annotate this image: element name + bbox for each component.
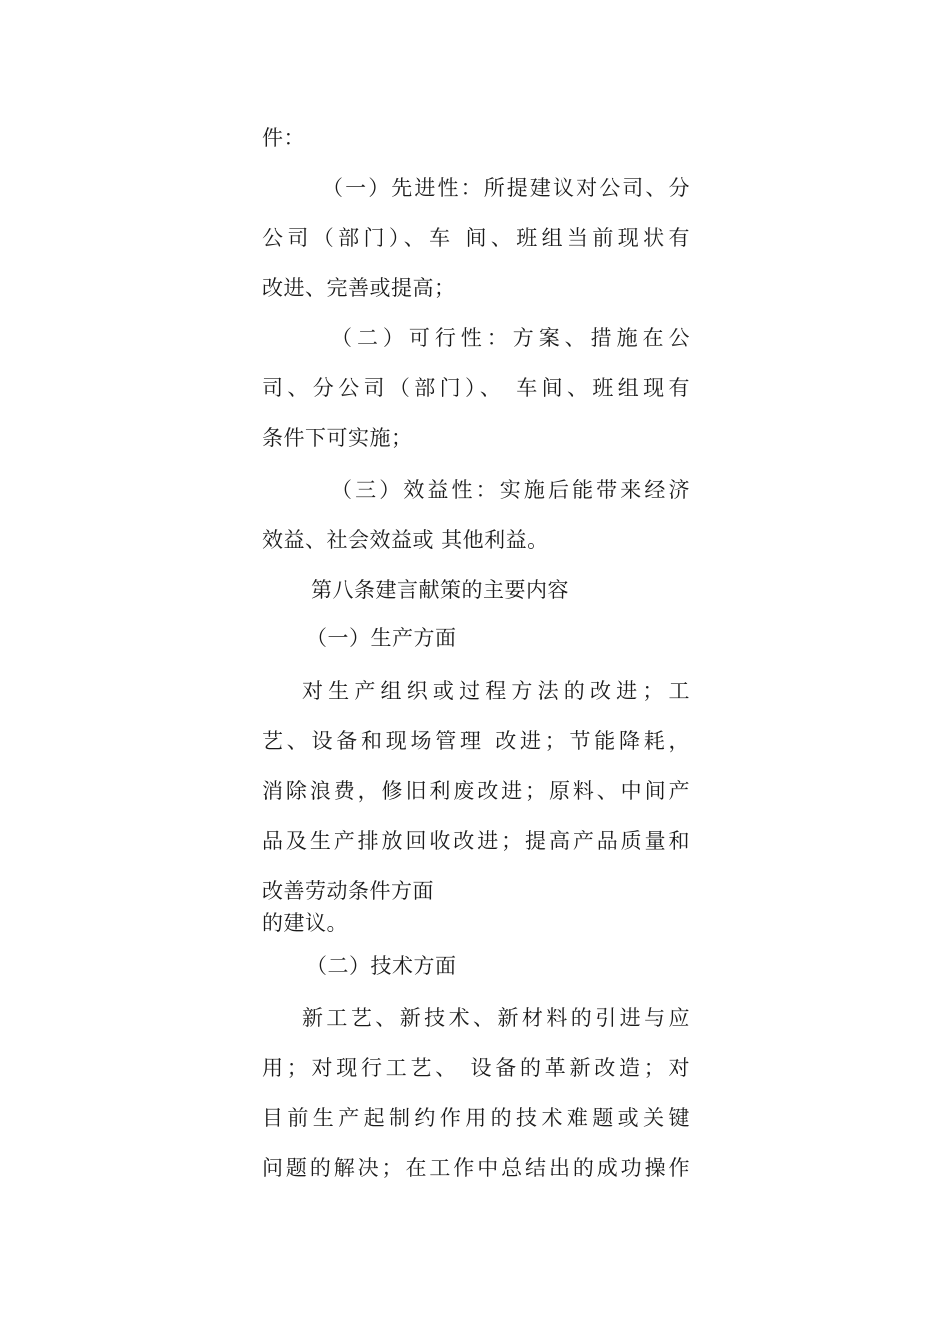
text-line: 条件下可实施； bbox=[262, 426, 413, 450]
text-line: 新工艺、新技术、新材料的引进与应 bbox=[302, 1006, 690, 1030]
section-heading: 第八条建言献策的主要内容 bbox=[311, 578, 569, 602]
subsection-heading: （一）生产方面 bbox=[306, 626, 457, 650]
text-line: 改善劳动条件方面 bbox=[262, 879, 434, 903]
text-line: 件： bbox=[262, 126, 305, 150]
text-line: （二）可行性：方案、措施在公 bbox=[331, 326, 690, 350]
text-line: 对生产组织或过程方法的改进；工 bbox=[302, 679, 690, 703]
text-line: 问题的解决；在工作中总结出的成功操作 bbox=[262, 1156, 690, 1180]
text-line: 的建议。 bbox=[262, 911, 348, 935]
text-line: 改进、完善或提高； bbox=[262, 276, 456, 300]
text-line: 用；对现行工艺、 设备的革新改造；对 bbox=[262, 1056, 690, 1080]
subsection-heading: （二）技术方面 bbox=[306, 954, 457, 978]
text-line: 品及生产排放回收改进；提高产品质量和 bbox=[262, 829, 690, 853]
text-line: 公司（部门）、车 间、班组当前现状有 bbox=[262, 226, 690, 250]
text-line: 司、分公司（部门）、 车间、班组现有 bbox=[262, 376, 690, 400]
text-line: 效益、社会效益或 其他利益。 bbox=[262, 528, 549, 552]
text-line: （三）效益性：实施后能带来经济 bbox=[331, 478, 690, 502]
text-line: （一）先进性：所提建议对公司、分 bbox=[322, 176, 690, 200]
text-line: 消除浪费，修旧利废改进；原料、中间产 bbox=[262, 779, 690, 803]
text-line: 艺、设备和现场管理 改进；节能降耗， bbox=[262, 729, 690, 753]
text-line: 目前生产起制约作用的技术难题或关键 bbox=[262, 1106, 690, 1130]
